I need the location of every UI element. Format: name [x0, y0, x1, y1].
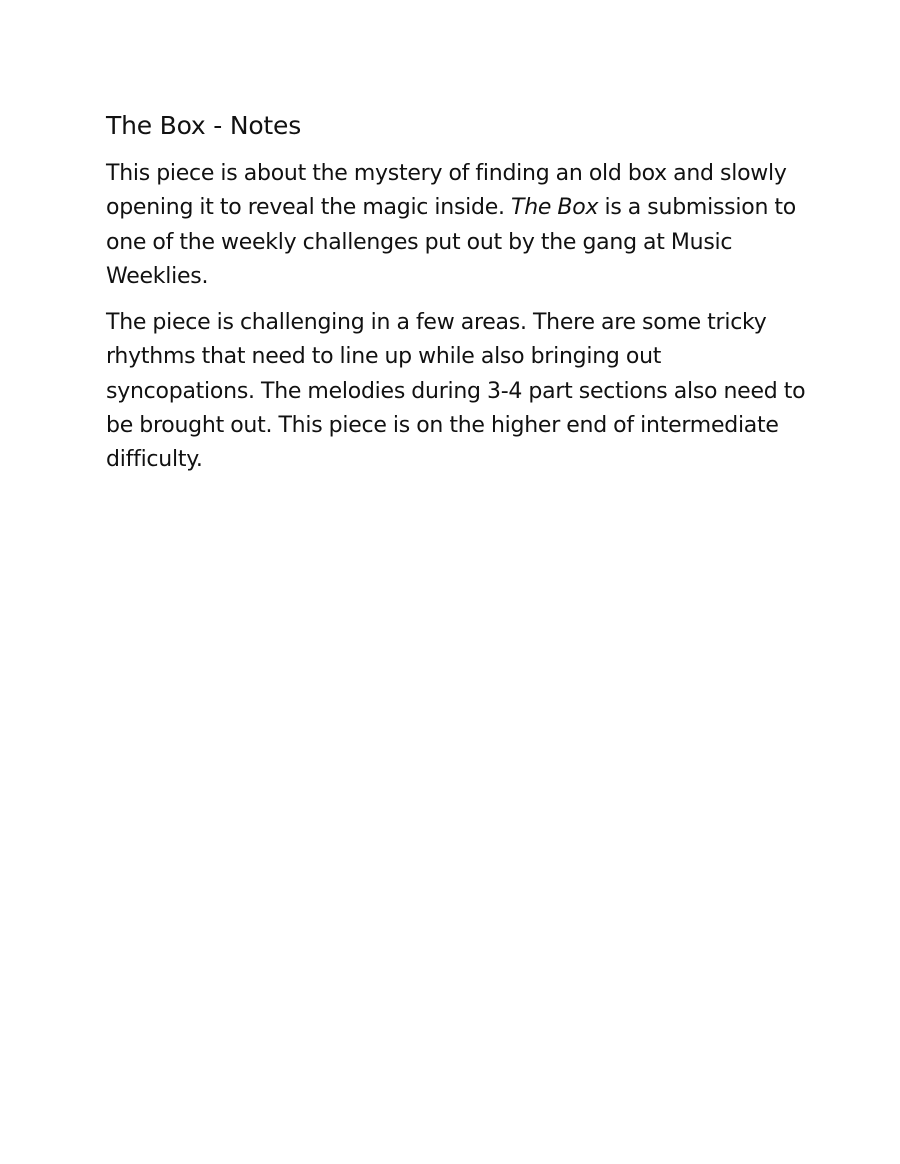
document-title: The Box - Notes: [106, 111, 302, 140]
paragraph-intro-text-start: This piece is about the mystery of finding an old box and slowly opening it to reveal the magic inside.: [106, 161, 787, 221]
notes-content: [106, 108, 806, 490]
paragraph-intro-text-end: is a submission to one of the weekly challenges put out by the gang at Music Weeklies.: [106, 195, 796, 289]
paragraph-difficulty: The piece is challenging in a few areas. There are some tricky rhythms that need to line up while also bringing out syncopations. The melodies during 3-4 part sections also need to be brought out. This piece is on the higher end of intermediate difficulty.: [106, 310, 806, 473]
paragraph-intro: [106, 157, 806, 294]
piece-title-italic: The Box: [511, 195, 599, 221]
